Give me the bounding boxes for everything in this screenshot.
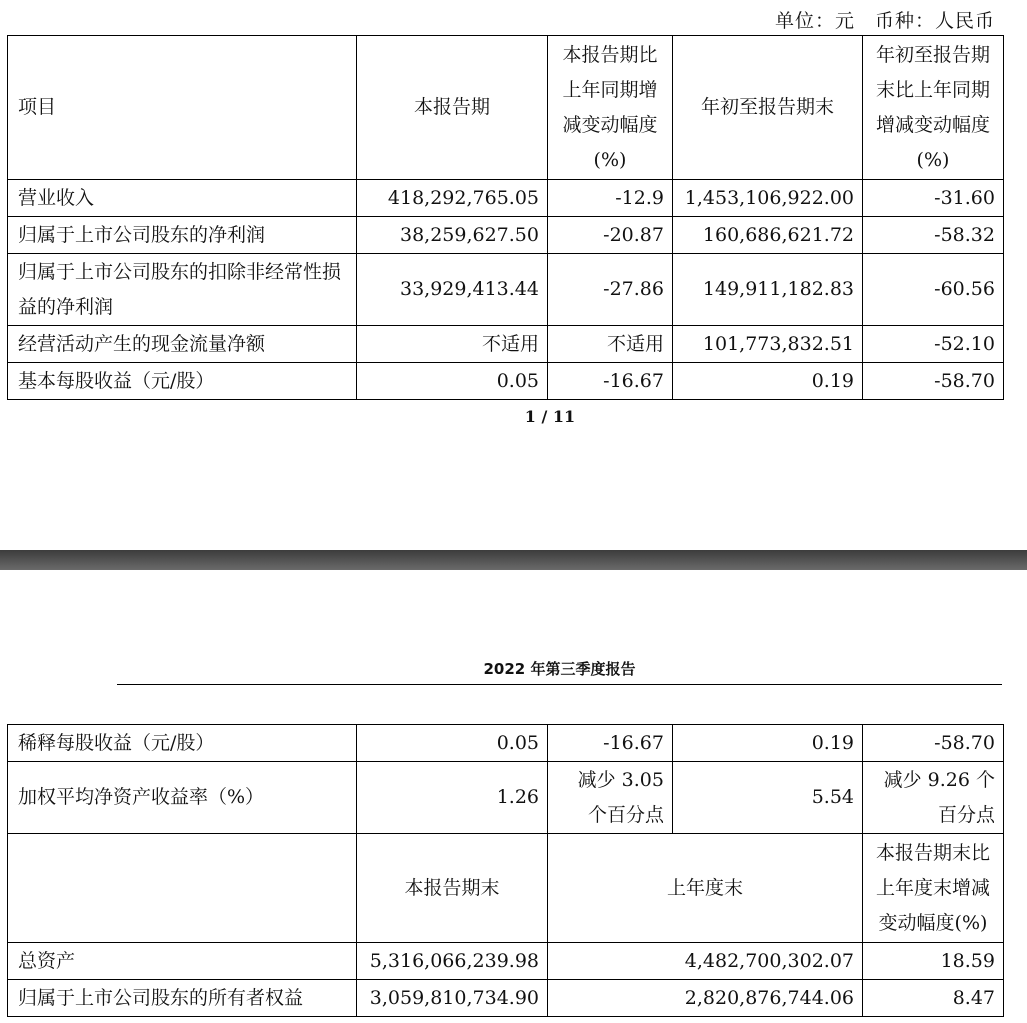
header-ytd-change: 年初至报告期末比上年同期增减变动幅度(%) (863, 36, 1004, 180)
row-current: 不适用 (357, 326, 548, 363)
row-ytd-change: -58.70 (863, 725, 1004, 762)
row-ytd: 0.19 (673, 725, 863, 762)
row-item: 归属于上市公司股东的所有者权益 (8, 980, 357, 1017)
table-row (8, 326, 1004, 363)
row-item: 稀释每股收益（元/股） (8, 725, 357, 762)
row-current-change: -12.9 (548, 180, 673, 217)
row-current: 0.05 (357, 363, 548, 400)
row-ytd-change: -58.32 (863, 217, 1004, 254)
header-current-period: 本报告期 (357, 36, 548, 180)
row-last-year-end: 2,820,876,744.06 (548, 980, 863, 1017)
row-current-change: 减少 3.05 个百分点 (548, 762, 673, 834)
header-last-year-end: 上年度末 (548, 834, 863, 943)
header-current-change: 本报告期比上年同期增减变动幅度(%) (548, 36, 673, 180)
row-ytd: 101,773,832.51 (673, 326, 863, 363)
row-item: 归属于上市公司股东的扣除非经常性损益的净利润 (8, 254, 357, 326)
row-current: 38,259,627.50 (357, 217, 548, 254)
header-ytd: 年初至报告期末 (673, 36, 863, 180)
table-row (8, 725, 1004, 762)
header-period-end: 本报告期末 (357, 834, 548, 943)
header-blank (8, 834, 357, 943)
row-period-end: 3,059,810,734.90 (357, 980, 548, 1017)
row-current-change: -16.67 (548, 363, 673, 400)
row-item: 加权平均净资产收益率（%） (8, 762, 357, 834)
page-divider (0, 550, 1027, 570)
row-current-change: -16.67 (548, 725, 673, 762)
row-change: 18.59 (863, 943, 1004, 980)
table-header-row (8, 834, 1004, 943)
row-current: 418,292,765.05 (357, 180, 548, 217)
header-item: 项目 (8, 36, 357, 180)
row-period-end: 5,316,066,239.98 (357, 943, 548, 980)
row-ytd: 0.19 (673, 363, 863, 400)
row-item: 归属于上市公司股东的净利润 (8, 217, 357, 254)
row-ytd-change: -52.10 (863, 326, 1004, 363)
row-current-change: 不适用 (548, 326, 673, 363)
row-ytd-change: -58.70 (863, 363, 1004, 400)
row-item: 营业收入 (8, 180, 357, 217)
table-row (8, 980, 1004, 1017)
table-row (8, 762, 1004, 834)
row-item: 经营活动产生的现金流量净额 (8, 326, 357, 363)
row-last-year-end: 4,482,700,302.07 (548, 943, 863, 980)
row-item: 总资产 (8, 943, 357, 980)
row-ytd: 5.54 (673, 762, 863, 834)
row-current: 33,929,413.44 (357, 254, 548, 326)
row-ytd: 1,453,106,922.00 (673, 180, 863, 217)
table-row (8, 943, 1004, 980)
row-ytd: 160,686,621.72 (673, 217, 863, 254)
unit-currency-note: 单位：元 币种：人民币 (774, 10, 995, 32)
table-row (8, 217, 1004, 254)
report-header-title: 2022 年第三季度报告 (117, 658, 1002, 685)
header-period-end-change: 本报告期末比上年度末增减变动幅度(%) (863, 834, 1004, 943)
row-current-change: -27.86 (548, 254, 673, 326)
row-change: 8.47 (863, 980, 1004, 1017)
row-item: 基本每股收益（元/股） (8, 363, 357, 400)
row-ytd-change: -31.60 (863, 180, 1004, 217)
table-row (8, 180, 1004, 217)
row-ytd-change: 减少 9.26 个百分点 (863, 762, 1004, 834)
row-ytd-change: -60.56 (863, 254, 1004, 326)
page-number: 1 / 11 (524, 407, 576, 426)
row-current: 1.26 (357, 762, 548, 834)
financial-data-table-bottom (7, 724, 1004, 1017)
table-row (8, 254, 1004, 326)
financial-data-table-top (7, 35, 1004, 400)
table-row (8, 363, 1004, 400)
row-ytd: 149,911,182.83 (673, 254, 863, 326)
row-current: 0.05 (357, 725, 548, 762)
row-current-change: -20.87 (548, 217, 673, 254)
table-header-row (8, 36, 1004, 180)
